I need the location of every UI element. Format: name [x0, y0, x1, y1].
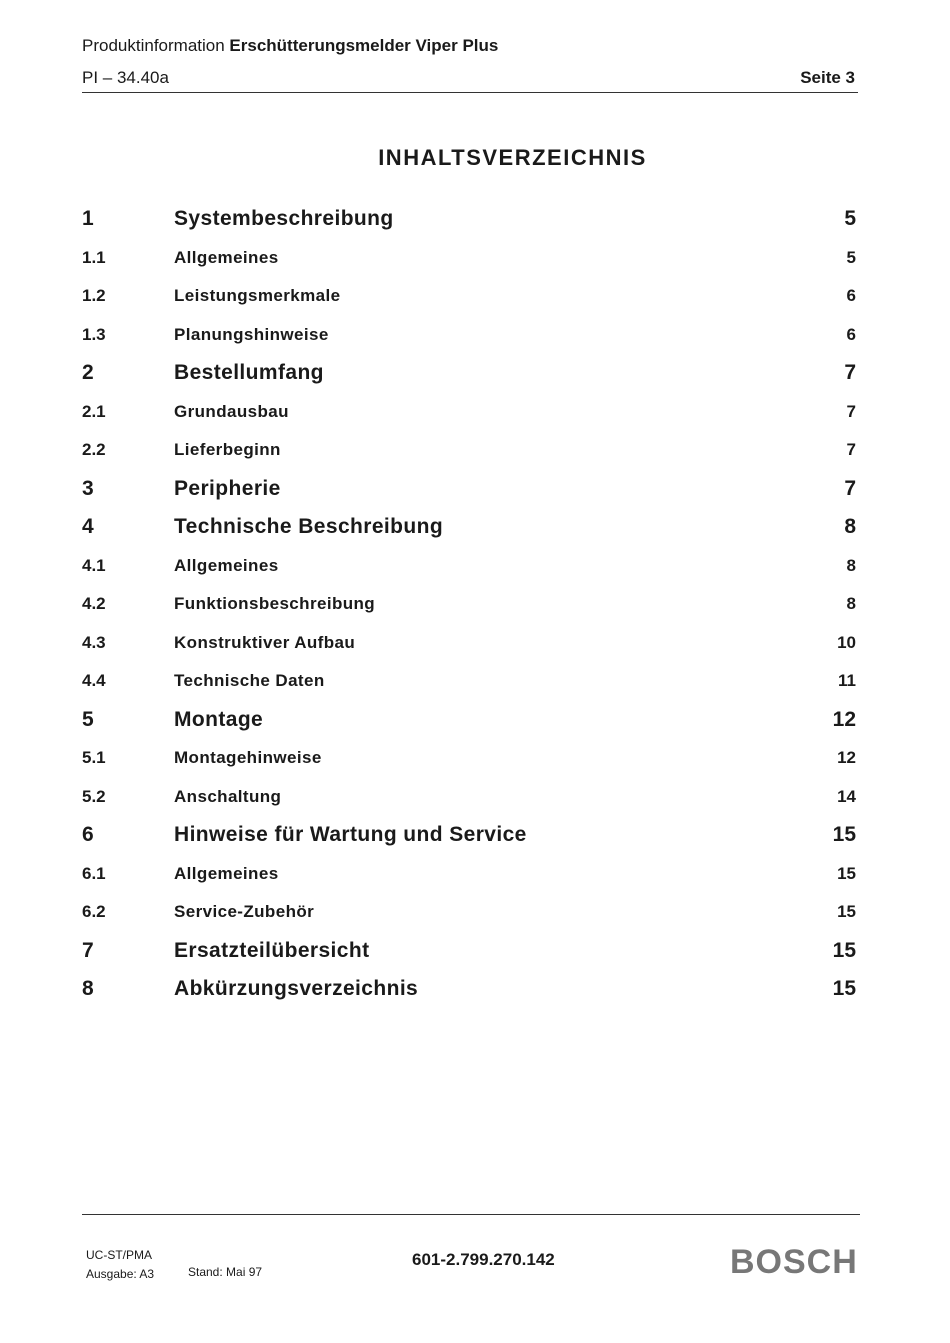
toc-entry	[82, 316, 856, 355]
toc-entry-number: 1.2	[82, 286, 106, 306]
toc-entry	[82, 585, 856, 624]
toc-entry	[82, 662, 856, 701]
toc-entry-title: Montagehinweise	[174, 748, 322, 768]
toc-entry-number: 1.3	[82, 324, 106, 344]
toc-entry	[82, 239, 856, 278]
toc-entry	[82, 778, 856, 817]
toc-entry-number: 4.4	[82, 671, 106, 691]
toc-entry-number: 2.1	[82, 401, 106, 421]
header-product-prefix: Produktinformation	[82, 36, 225, 55]
toc-entry-number: 2	[82, 361, 94, 385]
toc-entry-number: 8	[82, 977, 94, 1001]
toc-entry-number: 6	[82, 823, 94, 847]
toc-entry-page: 7	[846, 401, 856, 421]
toc-entry	[82, 200, 856, 239]
toc-entry-title: Ersatzteilübersicht	[174, 938, 370, 962]
toc-entry-title: Allgemeines	[174, 247, 279, 267]
toc-entry-number: 4.2	[82, 594, 106, 614]
toc-entry-page: 8	[846, 594, 856, 614]
toc-entry-number: 1.1	[82, 247, 106, 267]
toc-entry-number: 5	[82, 707, 94, 731]
header-product-line	[82, 36, 498, 56]
toc-entry-page: 7	[844, 361, 856, 385]
toc-entry-page: 14	[837, 786, 856, 806]
toc-entry-page: 10	[837, 632, 856, 652]
toc-entry-page: 6	[846, 324, 856, 344]
toc-entry	[82, 701, 856, 740]
header-page-label: Seite 3	[800, 68, 855, 87]
toc-entry-page: 15	[837, 902, 856, 922]
toc-entry-page: 15	[832, 823, 856, 847]
toc-entry-title: Abkürzungsverzeichnis	[174, 977, 419, 1001]
toc-entry-number: 7	[82, 938, 94, 962]
toc-entry	[82, 277, 856, 316]
toc-title: INHALTSVERZEICHNIS	[378, 145, 647, 170]
toc-entry-title: Leistungsmerkmale	[174, 286, 341, 306]
toc-entry-page: 15	[837, 863, 856, 883]
toc-entry-title: Technische Beschreibung	[174, 515, 444, 539]
toc-entry-page: 8	[844, 515, 856, 539]
toc-entry-title: Bestellumfang	[174, 361, 324, 385]
toc-entry-title: Allgemeines	[174, 863, 279, 883]
toc-entry	[82, 970, 856, 1009]
toc-entry-title: Planungshinweise	[174, 324, 329, 344]
toc-entry-number: 4.3	[82, 632, 106, 652]
toc-entry-title: Technische Daten	[174, 671, 325, 691]
toc-entry	[82, 547, 856, 586]
bosch-logo: BOSCH	[730, 1243, 858, 1281]
toc-entry	[82, 932, 856, 971]
toc-entry-page: 11	[838, 671, 856, 691]
toc-entry-title: Konstruktiver Aufbau	[174, 632, 356, 652]
toc-entry	[82, 893, 856, 932]
toc-entry-page: 5	[844, 207, 856, 231]
footer-divider	[82, 1214, 860, 1215]
toc-entry	[82, 624, 856, 663]
header-doc-id: PI – 34.40a	[82, 68, 169, 87]
toc-entry-page: 7	[844, 476, 856, 500]
toc-entry-number: 5.1	[82, 748, 106, 768]
toc-entry-title: Peripherie	[174, 476, 281, 500]
toc-entry-number: 4.1	[82, 555, 106, 575]
toc-entry-page: 12	[832, 707, 856, 731]
toc-entry	[82, 354, 856, 393]
toc-entry-number: 3	[82, 476, 94, 500]
toc-entry-number: 6.1	[82, 863, 106, 883]
toc-entry-number: 4	[82, 515, 94, 539]
toc-entry	[82, 470, 856, 509]
table-of-contents	[82, 200, 856, 1009]
header-divider	[82, 92, 858, 93]
toc-entry-page: 7	[846, 440, 856, 460]
toc-entry-title: Allgemeines	[174, 555, 279, 575]
toc-entry	[82, 855, 856, 894]
toc-entry-title: Montage	[174, 707, 264, 731]
toc-entry-page: 6	[846, 286, 856, 306]
toc-entry-number: 5.2	[82, 786, 106, 806]
toc-entry	[82, 739, 856, 778]
toc-entry-title: Hinweise für Wartung und Service	[174, 823, 527, 847]
toc-entry	[82, 393, 856, 432]
toc-entry-number: 6.2	[82, 902, 106, 922]
toc-entry-title: Funktionsbeschreibung	[174, 594, 376, 614]
footer-edition: Ausgabe: A3	[86, 1267, 155, 1281]
toc-entry-number: 2.2	[82, 440, 106, 460]
toc-entry-page: 5	[846, 247, 856, 267]
toc-entry-page: 15	[832, 977, 856, 1001]
footer-stand: Stand: Mai 97	[188, 1265, 263, 1279]
toc-entry-page: 8	[846, 555, 856, 575]
toc-entry-title: Systembeschreibung	[174, 207, 394, 231]
header-product-name: Erschütterungsmelder Viper Plus	[229, 36, 499, 55]
toc-entry	[82, 816, 856, 855]
toc-entry-title: Anschaltung	[174, 786, 282, 806]
toc-entry	[82, 431, 856, 470]
footer-meta	[86, 1246, 154, 1284]
toc-entry-title: Lieferbeginn	[174, 440, 281, 460]
toc-entry-title: Service-Zubehör	[174, 902, 315, 922]
toc-entry	[82, 508, 856, 547]
toc-entry-title: Grundausbau	[174, 401, 289, 421]
toc-entry-page: 12	[837, 748, 856, 768]
toc-entry-page: 15	[832, 938, 856, 962]
toc-entry-number: 1	[82, 207, 94, 231]
footer-doc-number: 601-2.799.270.142	[412, 1250, 555, 1269]
footer-department: UC-ST/PMA	[86, 1248, 152, 1262]
